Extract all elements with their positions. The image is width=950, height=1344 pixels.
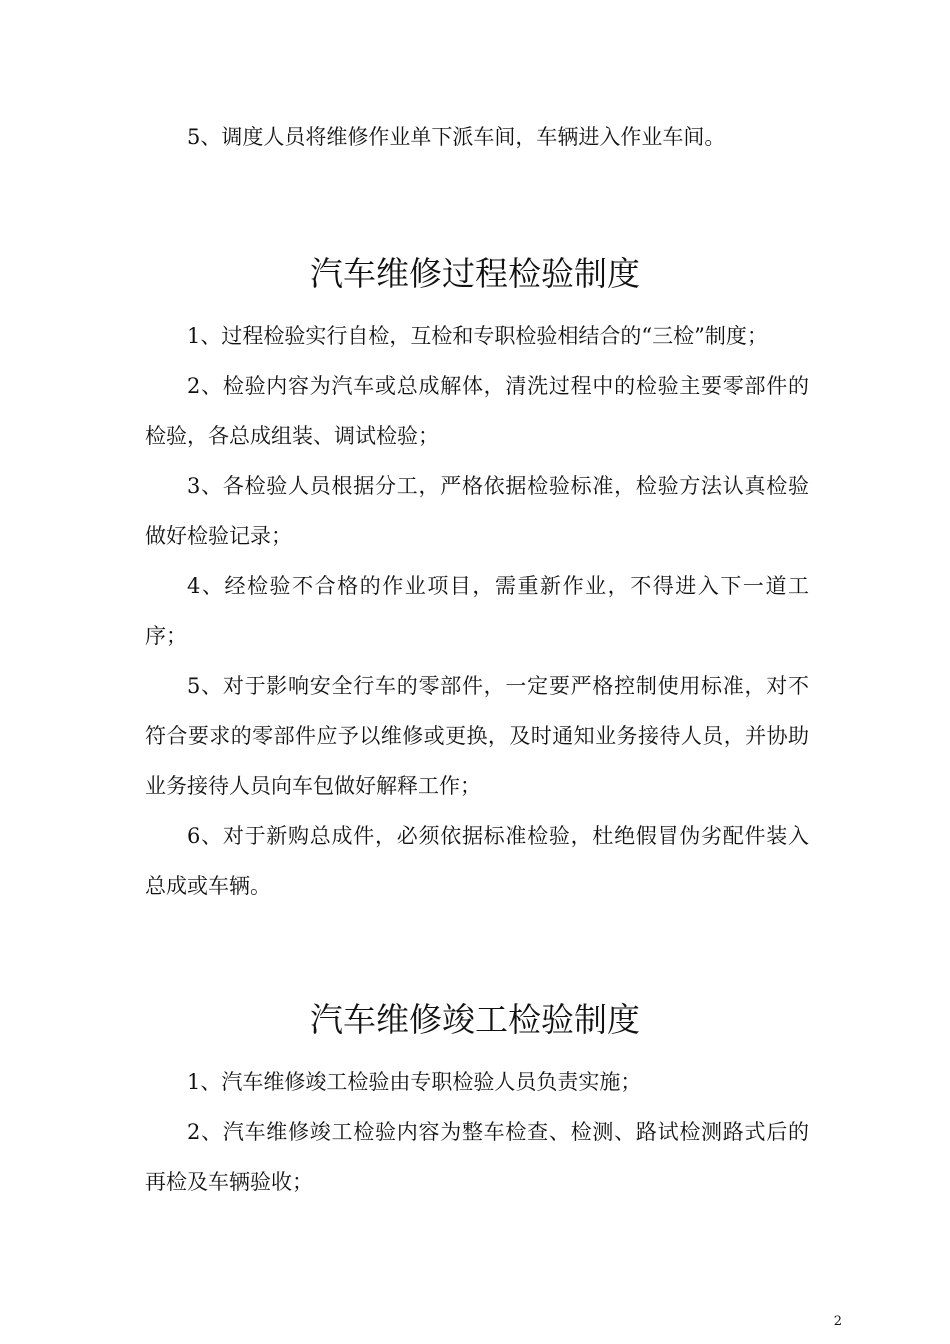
- section2-title: 汽车维修竣工检验制度: [310, 1000, 640, 1039]
- section1-title: 汽车维修过程检验制度: [310, 254, 640, 293]
- section1-item-5: 5、对于影响安全行车的零部件，一定要严格控制使用标准，对不符合要求的零部件应予以维修或更换，及时通知业务接待人员，并协助业务接待人员向车包做好解释工作；: [145, 674, 809, 798]
- section1-item-3: 3、各检验人员根据分工，严格依据检验标准，检验方法认真检验做好检验记录；: [145, 474, 809, 548]
- intro-item: 5、调度人员将维修作业单下派车间，车辆进入作业车间。: [187, 125, 726, 149]
- section1-item-2: 2、检验内容为汽车或总成解体，清洗过程中的检验主要零部件的检验，各总成组装、调试检验；: [145, 374, 809, 448]
- section2-item-2: 2、汽车维修竣工检验内容为整车检查、检测、路试检测路式后的再检及车辆验收；: [145, 1120, 809, 1194]
- section1-item-4: 4、经检验不合格的作业项目，需重新作业，不得进入下一道工序；: [145, 574, 809, 648]
- section1-item-6: 6、对于新购总成件，必须依据标准检验，杜绝假冒伪劣配件装入总成或车辆。: [145, 824, 809, 898]
- section2-item-1: 1、汽车维修竣工检验由专职检验人员负责实施；: [187, 1070, 642, 1094]
- section1-item-1: 1、过程检验实行自检，互检和专职检验相结合的“三检”制度；: [187, 324, 768, 348]
- page-number: 2: [833, 1314, 842, 1329]
